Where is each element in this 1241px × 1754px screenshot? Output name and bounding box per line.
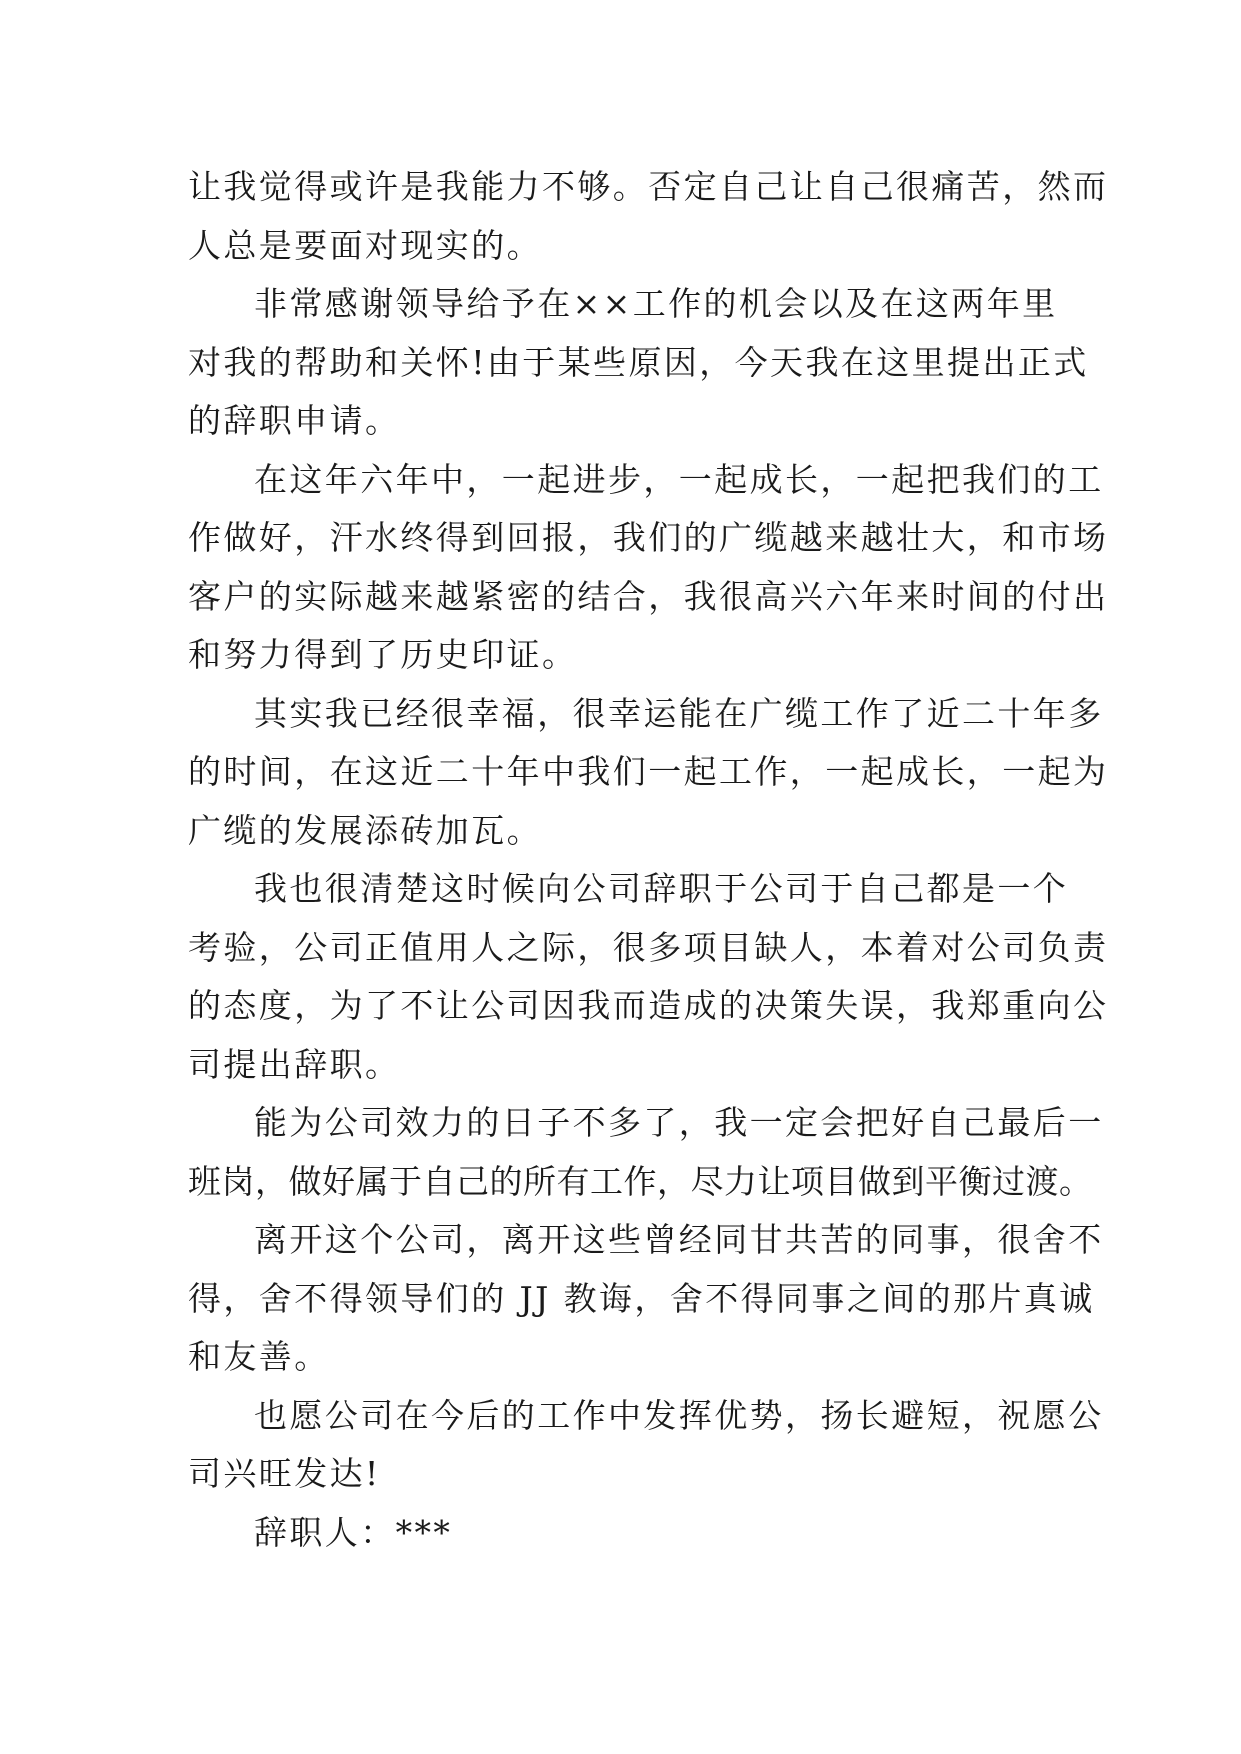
- text-line: 人总是要面对现实的。: [188, 225, 542, 265]
- text-line: 考验，公司正值用人之际，很多项目缺人，本着对公司负责: [188, 927, 1109, 967]
- signature-line: [188, 1504, 1054, 1563]
- text-line: 司兴旺发达!: [188, 1454, 381, 1493]
- text-line: 的时间，在这近二十年中我们一起工作，一起成长，一起为: [188, 752, 1109, 791]
- text-line: 司提出辞职。: [188, 1044, 401, 1084]
- text-line: 和友善。: [188, 1337, 330, 1376]
- text-line: 广缆的发展添砖加瓦。: [188, 810, 542, 850]
- text-line: 得，舍不得领导们的 JJ 教诲，舍不得同事之间的那片真诚: [188, 1278, 1095, 1318]
- text-line: 和努力得到了历史印证。: [188, 635, 578, 674]
- paragraph-4: [188, 685, 1109, 861]
- text-line: 的态度，为了不让公司因我而造成的决策失误，我郑重向公: [188, 986, 1109, 1025]
- text-line: 也愿公司在今后的工作中发挥优势，扬长避短，祝愿公: [254, 1395, 1104, 1435]
- text-line: 作做好，汗水终得到回报，我们的广缆越来越壮大，和市场: [188, 518, 1109, 557]
- text-line: 让我觉得或许是我能力不够。否定自己让自己很痛苦，然而: [188, 167, 1109, 206]
- text-line: 非常感谢领导给予在××工作的机会以及在这两年里: [254, 284, 1058, 323]
- signature-label: 辞职人：: [254, 1512, 396, 1552]
- paragraph-1: [188, 158, 1109, 275]
- text-line: 在这年六年中，一起进步，一起成长，一起把我们的工: [254, 459, 1104, 499]
- text-line: 对我的帮助和关怀!由于某些原因，今天我在这里提出正式: [188, 342, 1089, 382]
- text-line: 我也很清楚这时候向公司辞职于公司于自己都是一个: [254, 869, 1069, 908]
- text-line: 离开这个公司，离开这些曾经同甘共苦的同事，很舍不: [254, 1220, 1104, 1259]
- paragraph-2: [188, 275, 1089, 451]
- text-line: 其实我已经很幸福，很幸运能在广缆工作了近二十年多: [254, 693, 1104, 733]
- text-line: 能为公司效力的日子不多了，我一定会把好自己最后一: [254, 1103, 1104, 1142]
- paragraph-7: [188, 1211, 1104, 1387]
- paragraph-5: [188, 860, 1109, 1094]
- paragraph-8: [188, 1387, 1104, 1504]
- signature-name: ***: [395, 1512, 453, 1552]
- letter-body: [188, 158, 1109, 1562]
- paragraph-3: [188, 451, 1109, 685]
- text-line: 客户的实际越来越紧密的结合，我很高兴六年来时间的付出: [188, 576, 1109, 616]
- paragraph-6: [188, 1094, 1104, 1211]
- text-line: 班岗，做好属于自己的所有工作，尽力让项目做到平衡过渡。: [188, 1161, 1093, 1201]
- text-line: 的辞职申请。: [188, 401, 401, 440]
